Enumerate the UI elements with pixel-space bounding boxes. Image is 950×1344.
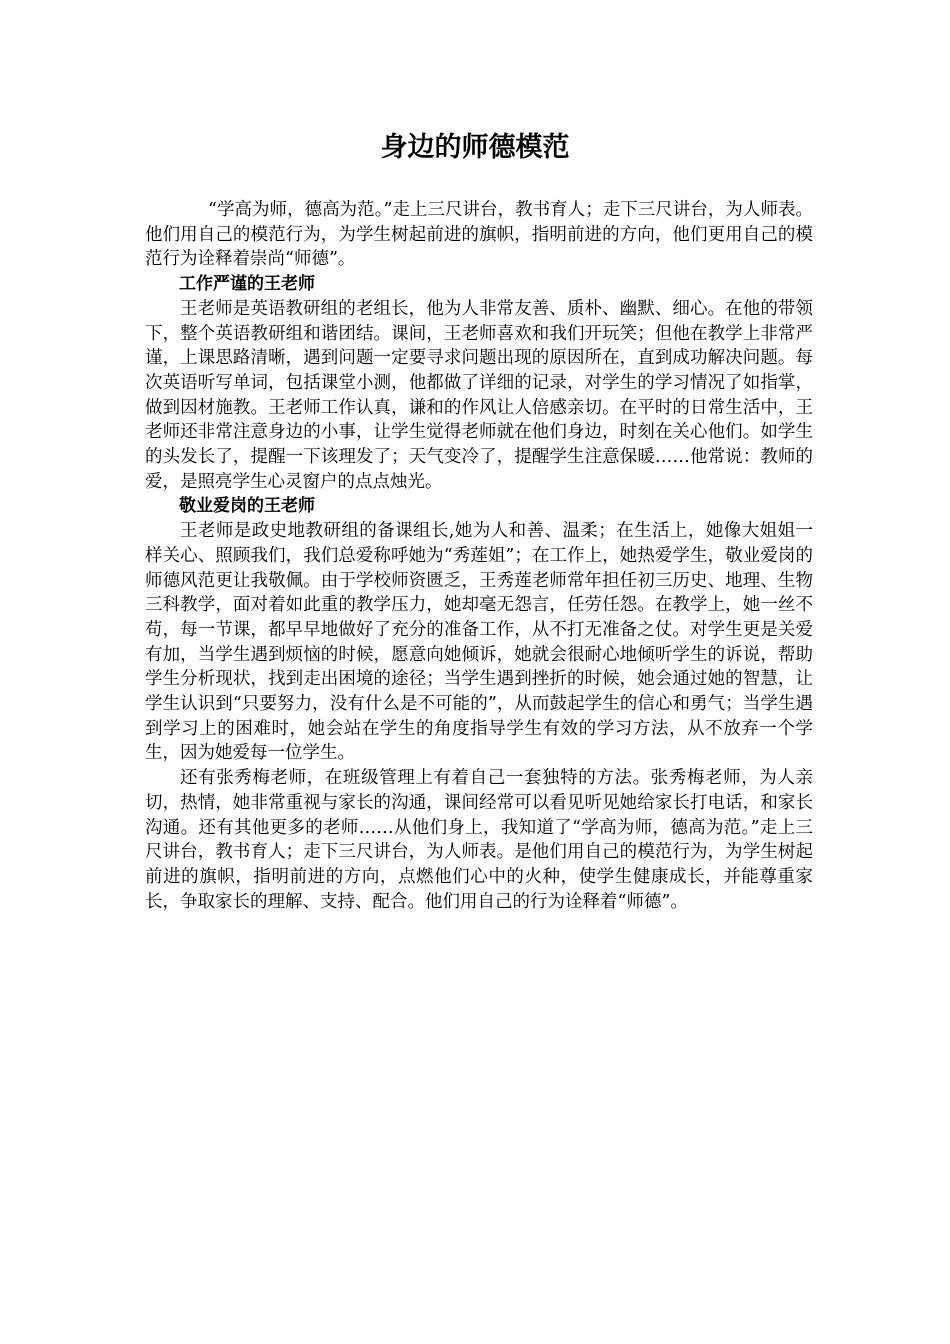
document-body (145, 198, 813, 914)
section-paragraph-dedicated-teacher: 王老师是政史地教研组的备课组长,她为人和善、温柔；在生活上，她像大姐姐一样关心、照顾我们，我们总爱称呼她为“秀莲姐”；在工作上，她热爱学生，敬业爱岗的师德风范更让我敬佩。由于学校师资匮乏，王秀莲老师常年担任初三历史、地理、生物三科教学，面对着如此重的教学压力，她却毫无怨言，任劳任怨。在教学上，她一丝不苟，每一节课，都早早地做好了充分的准备工作，从不打无准备之仗。对学生更是关爱有加，当学生遇到烦恼的时候，愿意向她倾诉，她就会很耐心地倾听学生的诉说，帮助学生分析现状，找到走出困境的途径；当学生遇到挫折的时候，她会通过她的智慧，让学生认识到“只要努力，没有什么是不可能的”，从而鼓起学生的信心和勇气；当学生遇到学习上的困难时，她会站在学生的角度指导学生有效的学习方法，从不放弃一个学生，因为她爱每一位学生。 (145, 521, 813, 764)
intro-paragraph: “学高为师，德高为范。”走上三尺讲台，教书育人；走下三尺讲台，为人师表。他们用自己的模范行为，为学生树起前进的旗帜，指明前进的方向，他们更用自己的模范行为诠释着崇尚“师德”。 (145, 200, 813, 270)
document-title: 身边的师德模范 (380, 132, 570, 163)
closing-paragraph: 还有张秀梅老师，在班级管理上有着自己一套独特的方法。张秀梅老师，为人亲切，热情，她非常重视与家长的沟通，课间经常可以看见听见她给家长打电话，和家长沟通。还有其他更多的老师……从他们身上，我知道了“学高为师，德高为范。”走上三尺讲台，教书育人；走下三尺讲台，为人师表。是他们用自己的模范行为，为学生树起前进的旗帜，指明前进的方向，点燃他们心中的火种，使学生健康成长，并能尊重家长，争取家长的理解、支持、配合。他们用自己的行为诠释着“师德”。 (145, 768, 813, 912)
section-paragraph-rigorous-teacher: 王老师是英语教研组的老组长，他为人非常友善、质朴、幽默、细心。在他的带领下，整个英语教研组和谐团结。课间，王老师喜欢和我们开玩笑；但他在教学上非常严谨，上课思路清晰，遇到问题一定要寻求问题出现的原因所在，直到成功解决问题。每次英语听写单词，包括课堂小测，他都做了详细的记录，对学生的学习情况了如指掌，做到因材施教。王老师工作认真，谦和的作风让人倍感亲切。在平时的日常生活中，王老师还非常注意身边的小事，让学生觉得老师就在他们身边，时刻在关心他们。如学生的头发长了，提醒一下该理发了；天气变冷了，提醒学生注意保暖……他常说：教师的爱，是照亮学生心灵窗户的点点烛光。 (145, 298, 813, 492)
section-heading-dedicated-teacher: 敬业爱岗的王老师 (179, 496, 315, 517)
section-heading-rigorous-teacher: 工作严谨的王老师 (179, 274, 315, 295)
